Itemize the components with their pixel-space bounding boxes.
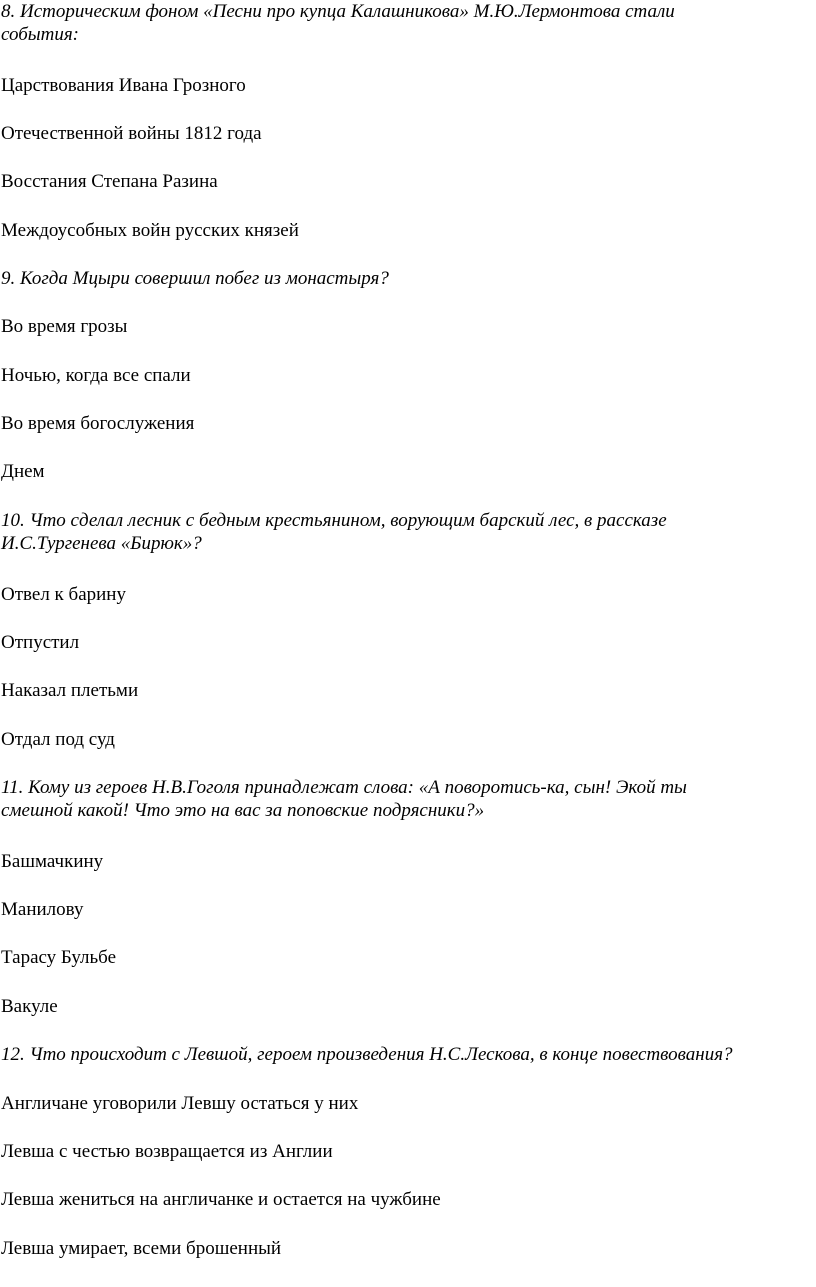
answer-option: Отвел к барину (1, 584, 126, 605)
answer-option: Наказал плетьми (1, 680, 139, 701)
answer-option: Междоусобных войн русских князей (1, 220, 299, 241)
answer-option: Восстания Степана Разина (1, 171, 218, 192)
answer-option: Манилову (1, 899, 84, 920)
answer-option: Англичане уговорили Левшу остаться у них (1, 1093, 359, 1114)
answer-option: Вакуле (1, 996, 58, 1017)
answer-option: Отпустил (1, 632, 80, 653)
answer-option: Левша умирает, всеми брошенный (1, 1238, 282, 1259)
answer-option: Башмачкину (1, 851, 104, 872)
answer-option: Во время богослужения (1, 413, 195, 434)
answer-option: Царствования Ивана Грозного (1, 75, 246, 96)
answer-option: Во время грозы (1, 316, 128, 337)
question-10-line-2: И.С.Тургенева «Бирюк»? (1, 533, 202, 554)
answer-option: Ночью, когда все спали (1, 365, 191, 386)
answer-option: Отдал под суд (1, 729, 115, 750)
question-8-line-2: события: (1, 24, 80, 45)
answer-option: Отечественной войны 1812 года (1, 123, 262, 144)
question-12-line-1: 12. Что происходит с Левшой, героем произведения Н.С.Лескова, в конце повествования? (1, 1044, 733, 1065)
answer-option: Левша жениться на англичанке и остается на чужбине (1, 1189, 441, 1210)
question-10-line-1: 10. Что сделал лесник с бедным крестьянином, ворующим барский лес, в рассказе (1, 510, 667, 531)
answer-option: Тарасу Бульбе (1, 947, 117, 968)
question-8-line-1: 8. Историческим фоном «Песни про купца Калашникова» М.Ю.Лермонтова стали (1, 1, 675, 22)
question-11-line-2: смешной какой! Что это на вас за поповские подрясники?» (1, 800, 485, 821)
answer-option: Днем (1, 461, 45, 482)
question-9-line-1: 9. Когда Мцыри совершил побег из монастыря? (1, 268, 389, 289)
question-11-line-1: 11. Кому из героев Н.В.Гоголя принадлежат слова: «А поворотись-ка, сын! Экой ты (1, 777, 687, 798)
answer-option: Левша с честью возвращается из Англии (1, 1141, 333, 1162)
